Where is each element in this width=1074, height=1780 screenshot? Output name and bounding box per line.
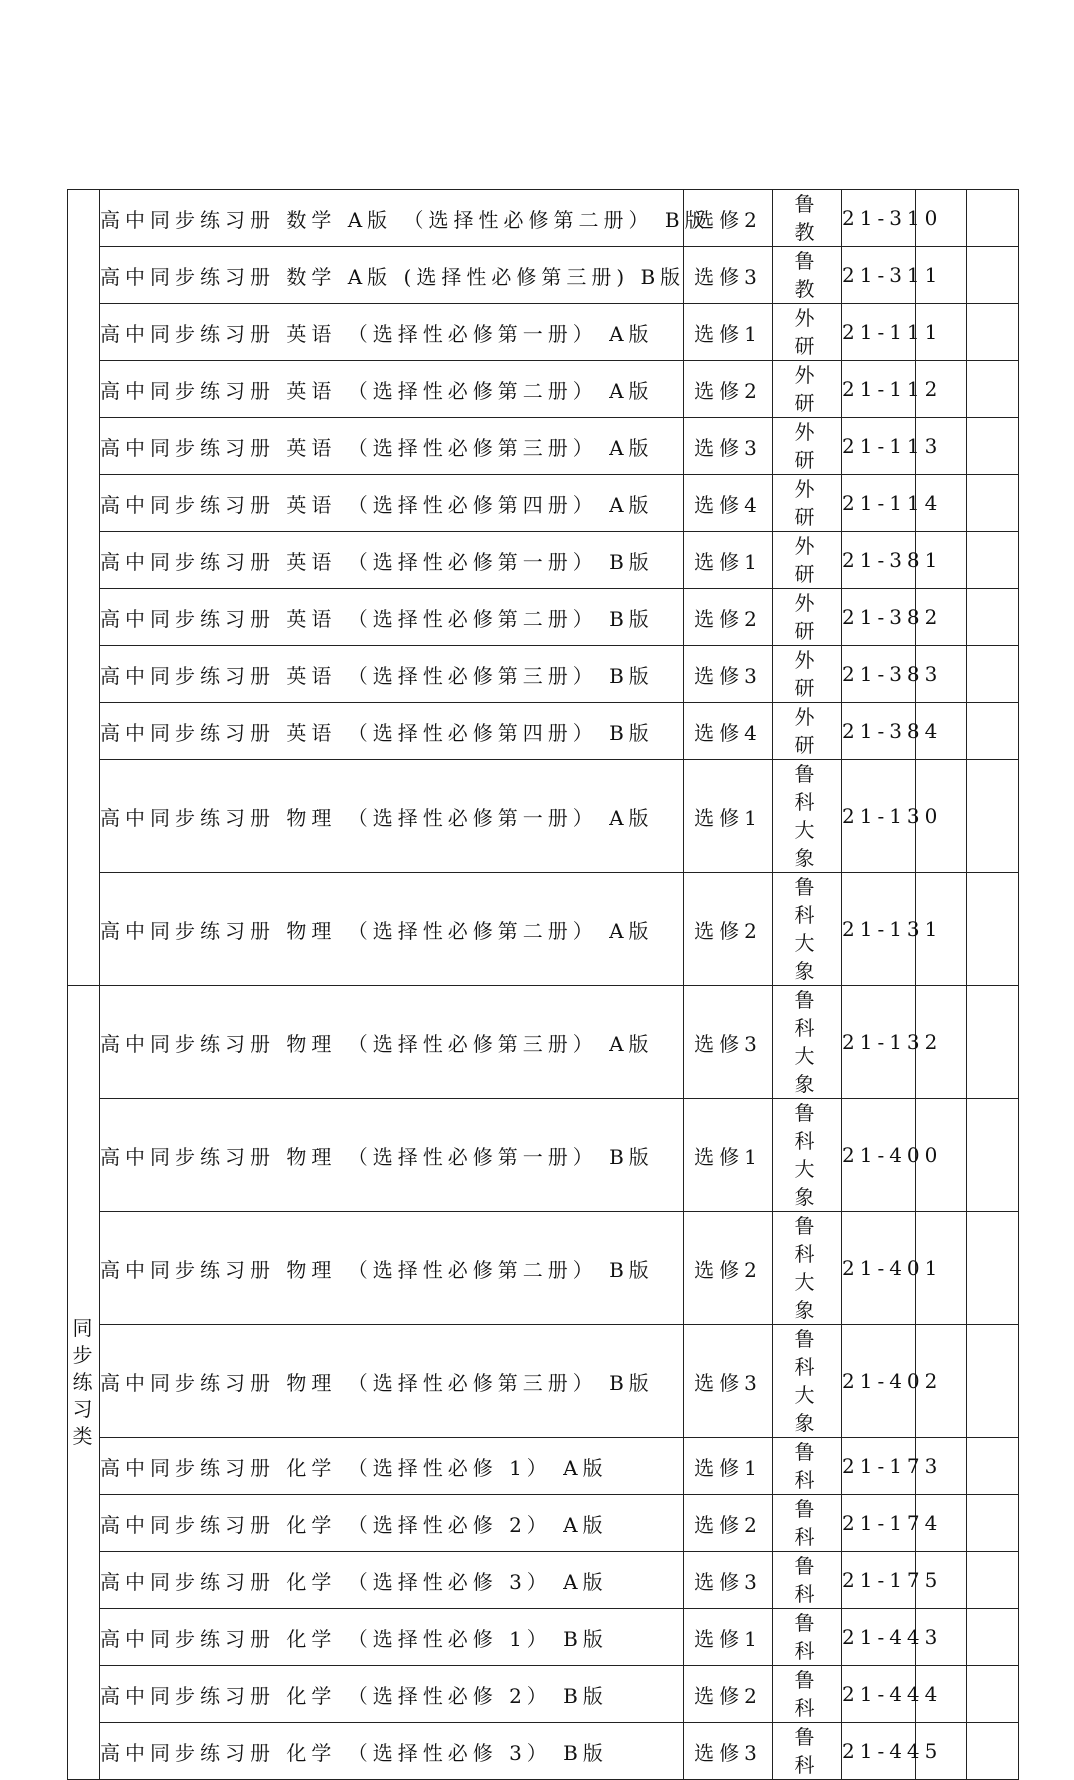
blank-cell-b [967,418,1019,475]
publisher-text: 鲁科大象 [794,1101,820,1209]
publisher [773,1212,842,1325]
grade-level: 选修2 [684,873,773,986]
book-code: 21-111 [842,304,916,361]
table-row [68,646,1019,703]
blank-cell-b [967,361,1019,418]
grade-level: 选修2 [684,361,773,418]
publisher [773,475,842,532]
publisher [773,247,842,304]
grade-level: 选修2 [684,1666,773,1723]
book-code: 21-173 [842,1438,916,1495]
category-cell-continued [68,190,100,986]
table-row [68,418,1019,475]
blank-cell-b [967,646,1019,703]
blank-cell-b [967,304,1019,361]
grade-level: 选修3 [684,646,773,703]
book-title: 高中同步练习册 英语 （选择性必修第三册） B版 [100,646,684,703]
publisher-text: 外研 [794,477,820,529]
publisher [773,1723,842,1780]
book-title: 高中同步练习册 物理 （选择性必修第二册） A版 [100,873,684,986]
grade-level: 选修3 [684,1552,773,1609]
blank-cell-b [967,1666,1019,1723]
category-cell [68,986,100,1780]
blank-cell-b [967,190,1019,247]
table-row [68,532,1019,589]
publisher [773,532,842,589]
publisher-text: 鲁科大象 [794,1327,820,1435]
grade-level: 选修1 [684,1609,773,1666]
grade-level: 选修1 [684,760,773,873]
publisher [773,646,842,703]
grade-level: 选修3 [684,1723,773,1780]
publisher-text: 外研 [794,534,820,586]
blank-cell-b [967,1552,1019,1609]
grade-level: 选修2 [684,1495,773,1552]
publisher-text: 外研 [794,363,820,415]
publisher [773,361,842,418]
book-title: 高中同步练习册 英语 （选择性必修第四册） B版 [100,703,684,760]
grade-level: 选修4 [684,703,773,760]
book-code: 21-130 [842,760,916,873]
book-code: 21-174 [842,1495,916,1552]
publisher [773,589,842,646]
blank-cell-b [967,247,1019,304]
blank-cell-b [967,1723,1019,1780]
book-code: 21-311 [842,247,916,304]
publisher [773,703,842,760]
book-code: 21-444 [842,1666,916,1723]
publisher-text: 鲁科大象 [794,1214,820,1322]
table-row [68,1609,1019,1666]
book-title: 高中同步练习册 物理 （选择性必修第三册） A版 [100,986,684,1099]
catalog-table [67,189,1019,1780]
publisher [773,760,842,873]
catalog-page [67,189,1018,1780]
publisher [773,1325,842,1438]
grade-level: 选修3 [684,1325,773,1438]
book-code: 21-112 [842,361,916,418]
book-code: 21-131 [842,873,916,986]
grade-level: 选修3 [684,247,773,304]
grade-level: 选修1 [684,532,773,589]
blank-cell-b [967,703,1019,760]
book-code: 21-400 [842,1099,916,1212]
publisher-text: 鲁科 [794,1440,820,1492]
book-code: 21-443 [842,1609,916,1666]
grade-level: 选修1 [684,304,773,361]
grade-level: 选修1 [684,1438,773,1495]
book-title: 高中同步练习册 化学 （选择性必修 1） A版 [100,1438,684,1495]
book-code: 21-113 [842,418,916,475]
book-title: 高中同步练习册 英语 （选择性必修第一册） B版 [100,532,684,589]
publisher-text: 鲁科大象 [794,875,820,983]
table-row [68,304,1019,361]
grade-level: 选修2 [684,589,773,646]
book-title: 高中同步练习册 化学 （选择性必修 2） B版 [100,1666,684,1723]
blank-cell-b [967,760,1019,873]
blank-cell-b [967,532,1019,589]
publisher-text: 外研 [794,648,820,700]
book-code: 21-175 [842,1552,916,1609]
book-title: 高中同步练习册 化学 （选择性必修 3） A版 [100,1552,684,1609]
table-row [68,1099,1019,1212]
book-code: 21-383 [842,646,916,703]
book-title: 高中同步练习册 英语 （选择性必修第四册） A版 [100,475,684,532]
publisher [773,304,842,361]
publisher-text: 鲁科 [794,1668,820,1720]
grade-level: 选修3 [684,418,773,475]
book-code: 21-381 [842,532,916,589]
publisher-text: 外研 [794,306,820,358]
publisher [773,1552,842,1609]
publisher [773,873,842,986]
publisher-text: 鲁科 [794,1497,820,1549]
blank-cell-b [967,1438,1019,1495]
grade-level: 选修1 [684,1099,773,1212]
publisher [773,1609,842,1666]
blank-cell-b [967,1099,1019,1212]
blank-cell-b [967,1609,1019,1666]
grade-level: 选修3 [684,986,773,1099]
book-title: 高中同步练习册 化学 （选择性必修 2） A版 [100,1495,684,1552]
table-row [68,703,1019,760]
publisher-text: 鲁科 [794,1554,820,1606]
table-row [68,1325,1019,1438]
book-title: 高中同步练习册 化学 （选择性必修 3） B版 [100,1723,684,1780]
table-row [68,1212,1019,1325]
book-title: 高中同步练习册 英语 （选择性必修第三册） A版 [100,418,684,475]
publisher-text: 鲁科大象 [794,762,820,870]
book-title: 高中同步练习册 英语 （选择性必修第一册） A版 [100,304,684,361]
blank-cell-b [967,475,1019,532]
table-row [68,1495,1019,1552]
publisher [773,1666,842,1723]
table-row [68,986,1019,1099]
blank-cell-b [967,986,1019,1099]
publisher [773,190,842,247]
book-title: 高中同步练习册 化学 （选择性必修 1） B版 [100,1609,684,1666]
book-code: 21-382 [842,589,916,646]
table-row [68,1438,1019,1495]
grade-level: 选修2 [684,1212,773,1325]
book-title: 高中同步练习册 物理 （选择性必修第一册） B版 [100,1099,684,1212]
publisher-text: 鲁科 [794,1725,820,1777]
blank-cell-b [967,1325,1019,1438]
book-code: 21-114 [842,475,916,532]
book-code: 21-401 [842,1212,916,1325]
publisher-text: 鲁教 [794,192,820,244]
table-row [68,475,1019,532]
blank-cell-b [967,589,1019,646]
blank-cell-b [967,1495,1019,1552]
publisher-text: 外研 [794,420,820,472]
publisher [773,418,842,475]
publisher-text: 外研 [794,591,820,643]
book-code: 21-384 [842,703,916,760]
book-title: 高中同步练习册 数学 A版 (选择性必修第三册) B版 [100,247,684,304]
book-code: 21-310 [842,190,916,247]
book-title: 高中同步练习册 物理 （选择性必修第一册） A版 [100,760,684,873]
book-code: 21-445 [842,1723,916,1780]
grade-level: 选修4 [684,475,773,532]
table-row [68,1723,1019,1780]
publisher-text: 鲁科 [794,1611,820,1663]
book-title: 高中同步练习册 物理 （选择性必修第三册） B版 [100,1325,684,1438]
book-title: 高中同步练习册 英语 （选择性必修第二册） B版 [100,589,684,646]
book-code: 21-132 [842,986,916,1099]
book-title: 高中同步练习册 物理 （选择性必修第二册） B版 [100,1212,684,1325]
publisher [773,1099,842,1212]
book-title: 高中同步练习册 数学 A版 （选择性必修第二册） B版 [100,190,684,247]
category-label: 同步练习类 [72,1316,98,1448]
table-row [68,1552,1019,1609]
grade-level: 选修2 [684,190,773,247]
table-row [68,190,1019,247]
table-row [68,760,1019,873]
table-row [68,247,1019,304]
table-row [68,589,1019,646]
table-row [68,1666,1019,1723]
table-row [68,873,1019,986]
publisher-text: 鲁科大象 [794,988,820,1096]
table-row [68,361,1019,418]
book-code: 21-402 [842,1325,916,1438]
publisher [773,1495,842,1552]
blank-cell-b [967,873,1019,986]
publisher-text: 外研 [794,705,820,757]
publisher-text: 鲁教 [794,249,820,301]
blank-cell-b [967,1212,1019,1325]
publisher [773,1438,842,1495]
publisher [773,986,842,1099]
book-title: 高中同步练习册 英语 （选择性必修第二册） A版 [100,361,684,418]
